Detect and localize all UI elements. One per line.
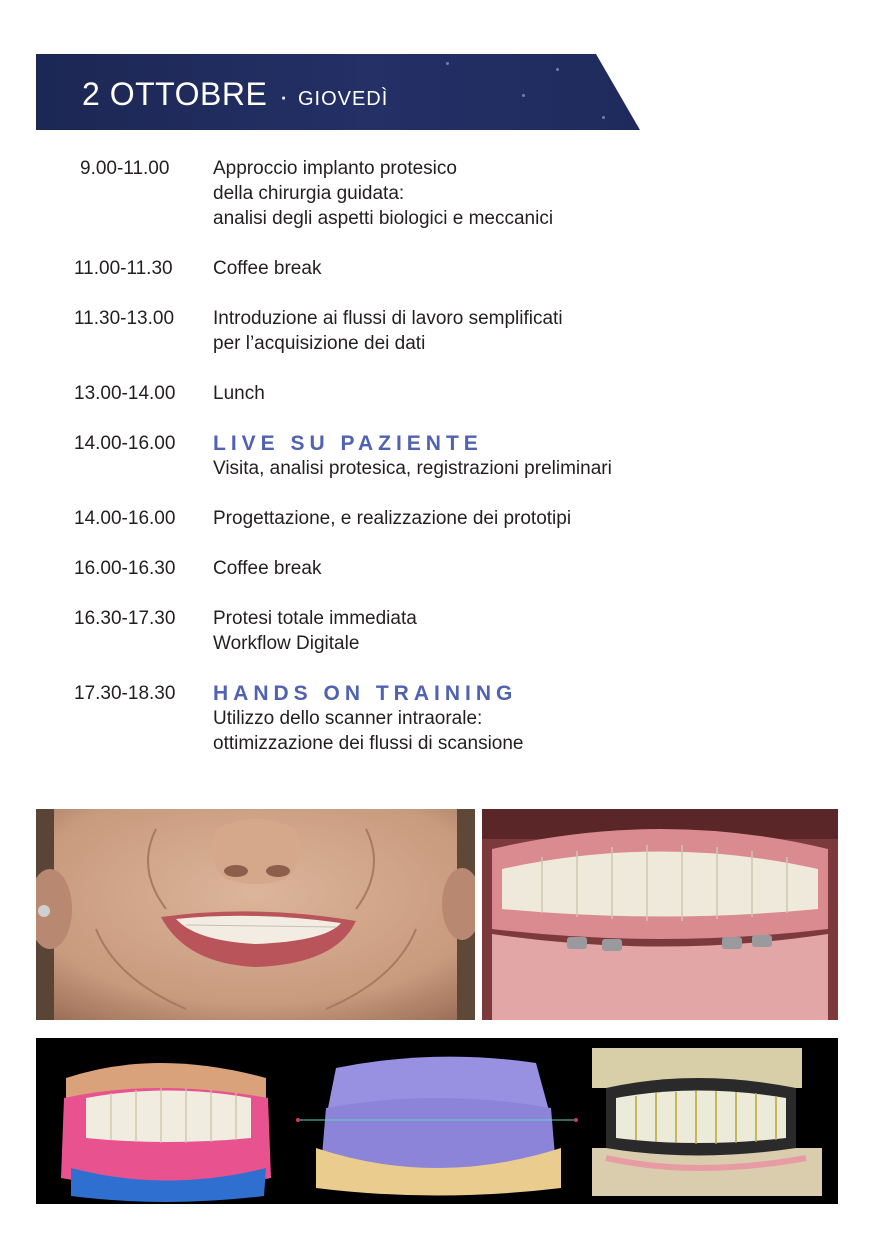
header-separator: · [279,81,288,111]
description-line: della chirurgia guidata: [213,183,405,204]
schedule-description [213,606,833,656]
schedule-time: 11.00-11.30 [74,258,173,279]
description-line: Utilizzo dello scanner intraorale: [213,708,483,729]
schedule-time: 14.00-16.00 [74,508,176,529]
schedule-time: 14.00-16.00 [74,433,176,454]
schedule-description [213,256,833,281]
schedule-time: 9.00-11.00 [80,158,170,179]
session-highlight: HANDS ON TRAINING [213,682,518,705]
schedule-description [213,506,833,531]
description-line: Protesi totale immediata [213,608,417,629]
scan-model-image [296,1057,578,1196]
schedule-time: 11.30-13.00 [74,308,175,329]
stone-model-image [61,1063,271,1202]
description-line: Introduzione ai flussi di lavoro semplificati [213,308,563,329]
description-line: analisi degli aspetti biologici e meccanici [213,208,554,229]
description-line: Progettazione, e realizzazione dei prototipi [213,508,572,529]
cad-design-image [592,1048,822,1196]
prosthesis-intraoral-photo [482,809,838,1020]
description-line: per l’acquisizione dei dati [213,333,426,354]
schedule-time: 13.00-14.00 [74,383,176,404]
description-line: ottimizzazione dei flussi di scansione [213,733,524,754]
schedule-description [213,431,833,481]
schedule-time: 16.00-16.30 [74,558,176,579]
header-date: 2 OTTOBRE [82,76,268,112]
digital-workflow-strip [36,1038,838,1204]
header-weekday: GIOVEDÌ [297,88,389,110]
patient-smile-photo [36,809,475,1020]
description-line: Visita, analisi protesica, registrazioni preliminari [213,458,612,479]
description-line: Workflow Digitale [213,633,360,654]
schedule-description [213,381,833,406]
description-line: Approccio implanto protesico [213,158,457,179]
schedule-time: 17.30-18.30 [74,683,176,704]
description-line: Coffee break [213,558,322,579]
schedule-description [213,681,833,756]
schedule-description [213,156,833,231]
schedule-time: 16.30-17.30 [74,608,176,629]
description-line: Lunch [213,383,265,404]
schedule-description [213,306,833,356]
schedule-description [213,556,833,581]
page-title [82,76,388,112]
session-highlight: LIVE SU PAZIENTE [213,432,483,455]
description-line: Coffee break [213,258,322,279]
